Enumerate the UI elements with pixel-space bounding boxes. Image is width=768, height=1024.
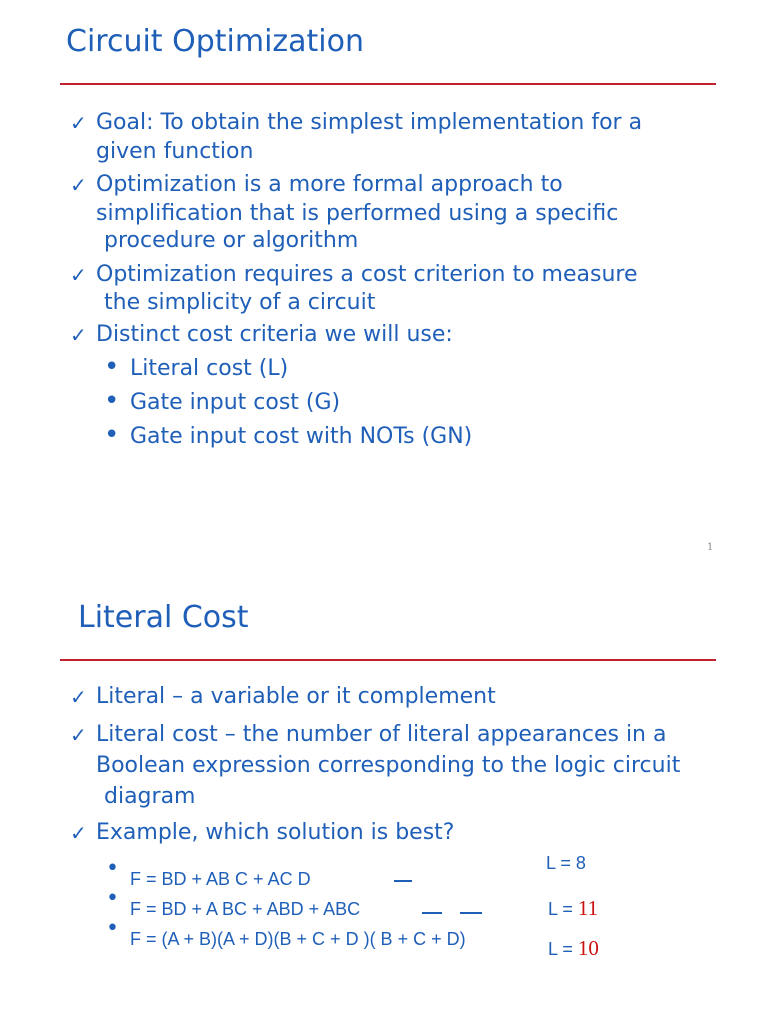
bullet-optimization-cont2: procedure or algorithm <box>104 228 359 253</box>
slide-title: Circuit Optimization <box>66 24 365 59</box>
bullet-optimization-cont: simplification that is performed using a specific <box>96 201 619 226</box>
checkmark-icon: ✓ <box>70 685 87 709</box>
sub-bullet-gate-input-nots: Gate input cost with NOTs (GN) <box>130 424 473 449</box>
bullet-cost-criterion: Optimization requires a cost criterion to measure <box>96 262 638 287</box>
cost-value: 11 <box>577 896 599 920</box>
bullet-literal-def: Literal – a variable or it complement <box>96 684 496 709</box>
bullet-dot-icon: • <box>106 916 119 941</box>
checkmark-icon: ✓ <box>70 263 87 287</box>
bullet-example: Example, which solution is best? <box>96 820 455 845</box>
bullet-goal-cont: given function <box>96 139 254 164</box>
sub-bullet-literal: Literal cost (L) <box>130 356 289 381</box>
cost-label: L = <box>548 939 578 959</box>
bullet-dot-icon: • <box>106 856 119 881</box>
bullet-dot-icon: • <box>104 386 120 416</box>
complement-bar <box>460 912 482 914</box>
checkmark-icon: ✓ <box>70 111 87 135</box>
cost-result-3 <box>548 936 599 961</box>
sub-bullet-gate-input: Gate input cost (G) <box>130 390 341 415</box>
complement-bar <box>394 880 412 882</box>
bullet-dot-icon: • <box>106 886 119 911</box>
slide-literal-cost <box>0 512 768 1024</box>
checkmark-icon: ✓ <box>70 173 87 197</box>
bullet-optimization: Optimization is a more formal approach to <box>96 172 563 197</box>
equation-3: F = (A + B)(A + D)(B + C + D )( B + C + D) <box>130 929 466 949</box>
cost-label: L = <box>546 853 576 873</box>
bullet-literal-cost-def: Literal cost – the number of literal appearances in a <box>96 722 667 747</box>
slide-title: Literal Cost <box>78 600 249 635</box>
equation-1: F = BD + AB C + AC D <box>130 869 311 889</box>
bullet-dot-icon: • <box>104 352 120 382</box>
cost-result-1 <box>546 853 586 874</box>
bullet-cost-criterion-cont: the simplicity of a circuit <box>104 290 376 315</box>
bullet-distinct-criteria: Distinct cost criteria we will use: <box>96 322 453 347</box>
checkmark-icon: ✓ <box>70 821 87 845</box>
equation-2: F = BD + A BC + ABD + ABC <box>130 899 361 919</box>
title-divider <box>60 659 716 661</box>
complement-bar <box>422 912 442 914</box>
cost-result-2 <box>548 896 598 921</box>
checkmark-icon: ✓ <box>70 723 87 747</box>
cost-value: 10 <box>577 936 599 960</box>
cost-value: 8 <box>575 853 586 873</box>
bullet-goal: Goal: To obtain the simplest implementation for a <box>96 110 643 135</box>
bullet-dot-icon: • <box>104 420 120 450</box>
bullet-literal-cost-def-cont: Boolean expression corresponding to the logic circuit <box>96 753 681 778</box>
title-divider <box>60 83 716 85</box>
checkmark-icon: ✓ <box>70 323 87 347</box>
cost-label: L = <box>548 899 578 919</box>
page-number: 1 <box>707 542 714 553</box>
bullet-literal-cost-def-cont2: diagram <box>104 784 196 809</box>
